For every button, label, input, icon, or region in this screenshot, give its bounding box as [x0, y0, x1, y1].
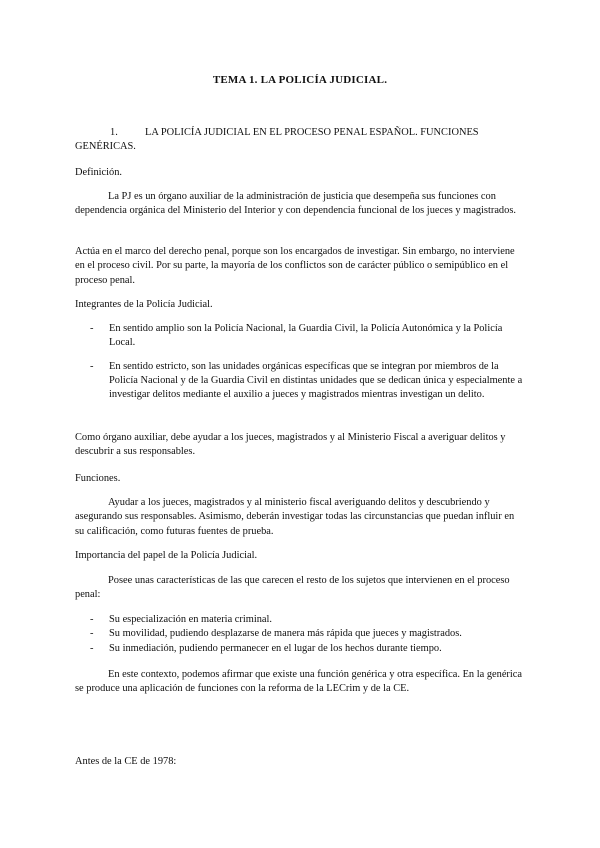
dash-marker: -: [90, 323, 94, 334]
importancia-paragraph: Posee unas características de las que carecen el resto de los sujetos que intervienen en el proceso penal:: [75, 575, 510, 601]
list-item-text: Su movilidad, pudiendo desplazarse de manera más rápida que jueces y magistrados.: [109, 628, 462, 640]
list-item-text: En sentido estricto, son las unidades orgánicas específicas que se integran por miembros de la Policía Nacional y de la Guardia Civil en distintas unidades que se dedican única y especialmente a investigar delitos mediante el auxilio a jueces y magistrados mientras investigan un delito.: [109, 360, 523, 401]
list-item: [75, 360, 525, 403]
list-item-text: Su especialización en materia criminal.: [109, 614, 273, 625]
integrantes-list: [75, 322, 525, 402]
section-number: 1.: [110, 127, 118, 138]
list-item: [75, 613, 525, 627]
document-title: TEMA 1. LA POLICÍA JUDICIAL.: [212, 74, 388, 86]
organo-paragraph: Como órgano auxiliar, debe ayudar a los jueces, magistrados y al Ministerio Fiscal a averiguar delitos y descubrir a sus responsables.: [75, 432, 506, 458]
dash-marker: -: [90, 628, 94, 640]
dash-marker: -: [90, 360, 94, 372]
section-heading: [75, 126, 525, 154]
funciones-label: Funciones.: [75, 473, 121, 484]
definicion-paragraph: La PJ es un órgano auxiliar de la administración de justicia que desempeña sus funciones con dependencia orgánica del Ministerio del Interior y con dependencia funcional de los jueces y magistrados.: [75, 191, 516, 217]
list-item: [75, 322, 525, 351]
section-heading-text: LA POLICÍA JUDICIAL EN EL PROCESO PENAL ESPAÑOL. FUNCIONES GENÉRICAS.: [75, 127, 479, 152]
list-item-text: En sentido amplio son la Policía Nacional, la Guardia Civil, la Policía Autonómica y la Policía Local.: [109, 323, 503, 349]
list-item: [75, 627, 525, 641]
funciones-paragraph: Ayudar a los jueces, magistrados y al ministerio fiscal averiguando delitos y descubriendo y asegurando sus responsables. Asimismo, deberán investigar todas las circunstancias que puedan influir en su calificación, como futuras fuentes de prueba.: [75, 497, 515, 537]
antes-label: Antes de la CE de 1978:: [75, 756, 177, 767]
actua-paragraph: Actúa en el marco del derecho penal, porque son los encargados de investigar. Sin embargo, no interviene en el proceso civil. Por su parte, la mayoría de los conflictos son de carácter público o semipúblico en el proceso penal.: [75, 246, 515, 286]
list-item: [75, 642, 525, 656]
integrantes-label: Integrantes de la Policía Judicial.: [75, 299, 213, 310]
definicion-label: Definición.: [75, 167, 123, 178]
contexto-paragraph: En este contexto, podemos afirmar que existe una función genérica y otra específica. En la genérica se produce una aplicación de funciones con la reforma de la LECrim y de la CE.: [75, 669, 523, 695]
dash-marker: -: [90, 614, 94, 625]
importancia-list: [75, 613, 525, 656]
list-item-text: Su inmediación, pudiendo permanecer en el lugar de los hechos durante tiempo.: [109, 642, 442, 654]
dash-marker: -: [90, 642, 94, 654]
importancia-label: Importancia del papel de la Policía Judicial.: [75, 550, 258, 561]
